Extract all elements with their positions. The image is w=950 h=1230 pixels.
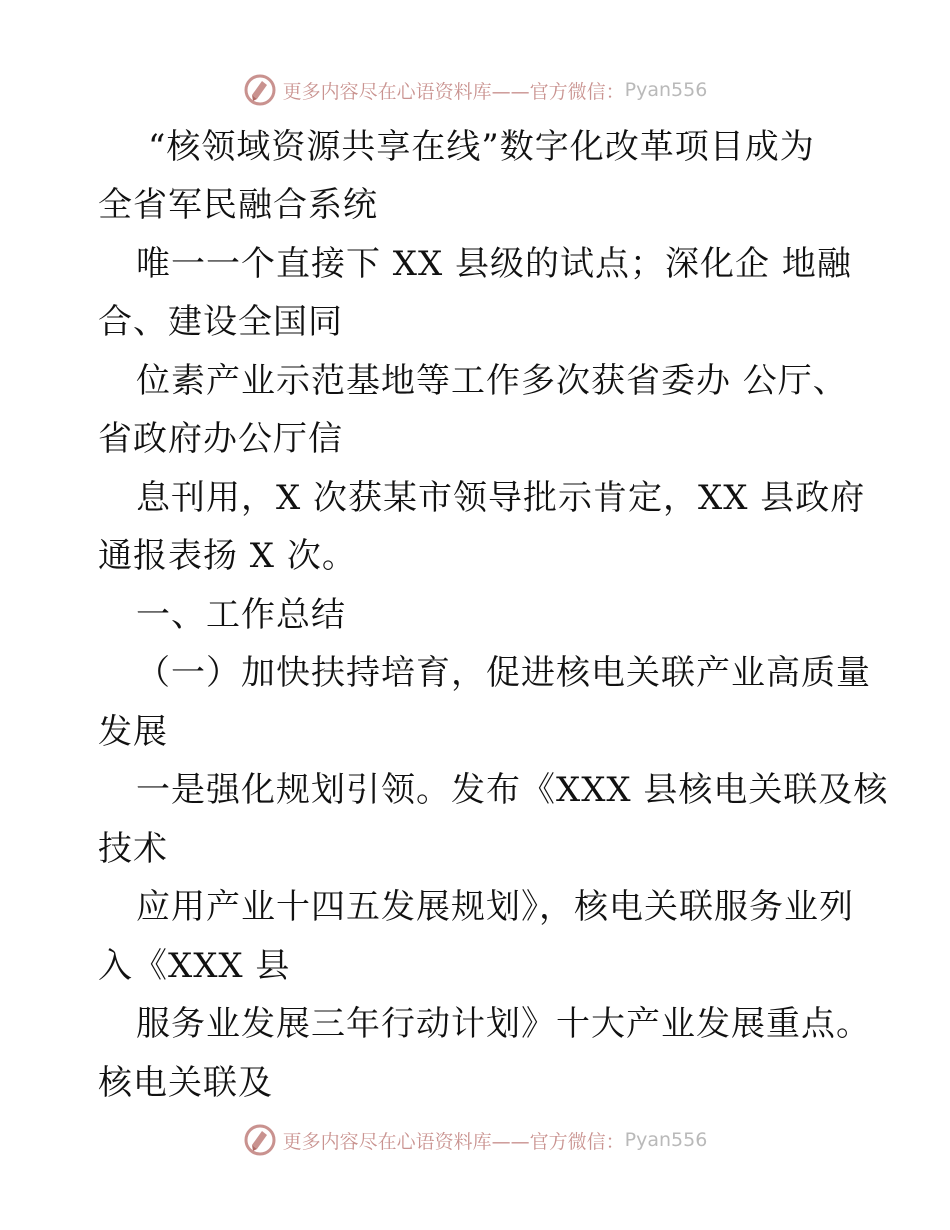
- watermark-text: 更多内容尽在心语资料库——官方微信：: [282, 80, 625, 103]
- text-line: 省政府办公厅信: [98, 419, 343, 459]
- text-line: 息刊用，X 次获某市领导批示肯定，XX 县政府: [136, 478, 866, 518]
- header-watermark: [0, 70, 950, 110]
- brand-logo-icon: [243, 73, 277, 107]
- text-line: 技术: [98, 829, 168, 869]
- text-line: 合、建设全国同: [98, 302, 343, 342]
- watermark-wechat: Pyan556: [624, 1129, 708, 1151]
- brand-logo-icon: [243, 1123, 277, 1157]
- text-line: 入《XXX 县: [98, 946, 291, 986]
- watermark-wechat: Pyan556: [624, 79, 708, 101]
- text-line: 唯一一个直接下 XX 县级的试点；深化企 地融: [136, 244, 852, 284]
- text-line: 服务业发展三年行动计划》十大产业发展重点。: [136, 1004, 871, 1044]
- text-line: “核领域资源共享在线”数字化改革项目成为: [148, 127, 815, 167]
- text-line: 发展: [98, 712, 168, 752]
- footer-watermark: [0, 1120, 950, 1160]
- text-line: 位素产业示范基地等工作多次获省委办 公厅、: [136, 361, 848, 401]
- text-line: 一是强化规划引领。发布《XXX 县核电关联及核: [136, 770, 889, 810]
- watermark-text: 更多内容尽在心语资料库——官方微信：: [282, 1130, 625, 1153]
- text-line: 通报表扬 X 次。: [98, 536, 357, 576]
- subsection-heading: （一）加快扶持培育，促进核电关联产业高质量: [136, 653, 871, 693]
- text-line: 核电关联及: [98, 1063, 273, 1103]
- section-heading: 一、工作总结: [136, 595, 346, 635]
- text-line: 应用产业十四五发展规划》，核电关联服务业列: [136, 887, 854, 927]
- text-line: 全省军民融合系统: [98, 185, 378, 225]
